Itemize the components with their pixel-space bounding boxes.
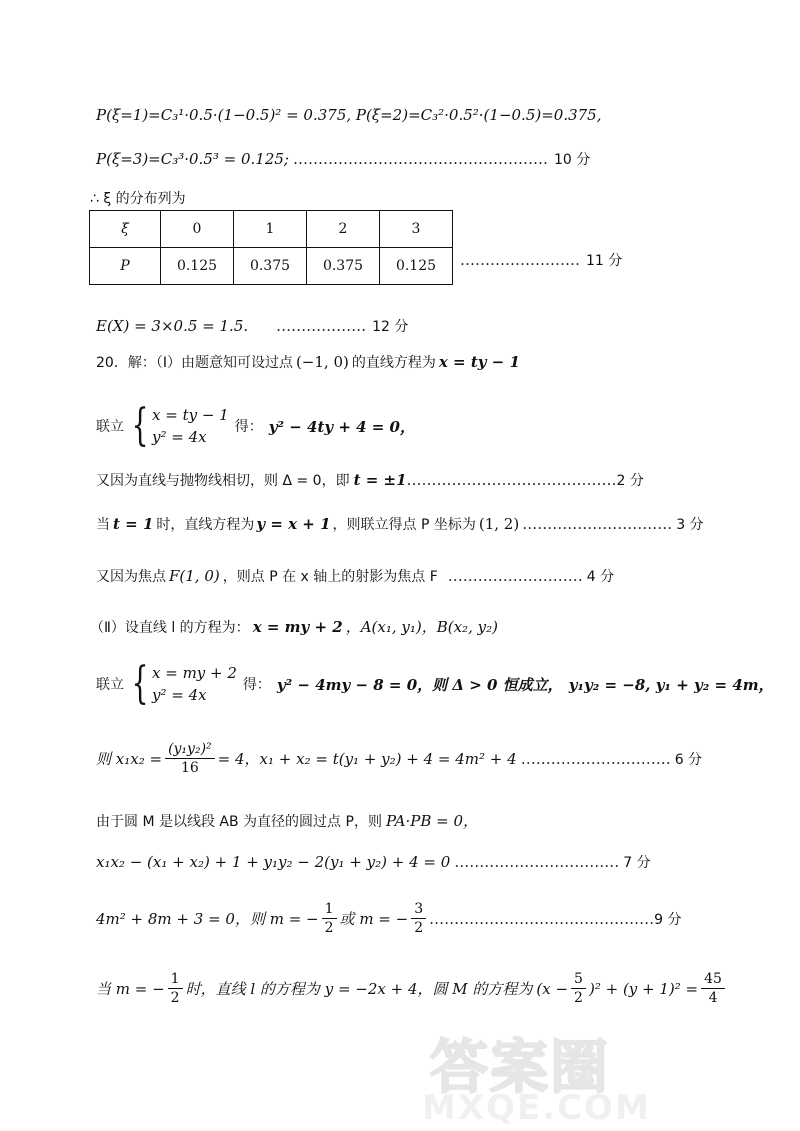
system-1-result: y² − 4ty + 4 = 0， xyxy=(268,417,415,436)
system-1 xyxy=(126,400,229,451)
table-cell: 0.375 xyxy=(234,248,307,285)
distribution-intro xyxy=(90,188,186,208)
score-tag: 4 分 xyxy=(586,569,615,585)
fraction-numerator: 1 xyxy=(168,970,183,989)
expectation-line xyxy=(96,316,408,336)
brace-icon: { xyxy=(131,658,149,709)
quadratic-line xyxy=(96,900,682,937)
tangent-line xyxy=(96,470,644,490)
focus-text: ，则点 P 在 x 轴上的射影为焦点 F xyxy=(222,569,438,585)
final-line xyxy=(96,970,728,1007)
system-2-de: 得： xyxy=(242,677,271,693)
brace-icon: { xyxy=(131,400,149,451)
system-2 xyxy=(126,658,237,709)
table-cell: 0.125 xyxy=(380,248,453,285)
score-tag: 2 分 xyxy=(616,473,644,489)
table-cell: P xyxy=(90,248,161,285)
prob-1-2-formula: P(ξ=1)=C₃¹·0.5·(1−0.5)² = 0.375, P(ξ=2)=C₃²·0.5²·(1−0.5)=0.375, xyxy=(96,106,602,124)
watermark-cn: 答案圈 xyxy=(430,1033,611,1101)
score-tag: 6 分 xyxy=(674,751,703,768)
fraction-denominator: 2 xyxy=(324,920,334,936)
product-rest: = 4，x₁ + x₂ = t(y₁ + y₂) + 4 = 4m² + 4 xyxy=(217,750,517,768)
score-dots: ………………………… xyxy=(522,515,673,533)
table-cell: 0 xyxy=(161,211,234,248)
fraction-1 xyxy=(322,900,337,937)
score-dots: ……………… xyxy=(276,317,367,335)
t-equals-1-line xyxy=(96,514,704,534)
score-dots: …………………………………… xyxy=(406,471,617,489)
system-1-eq-2: y² = 4x xyxy=(152,428,207,446)
fraction-denominator: 2 xyxy=(414,920,424,936)
system-1-eq-1: x = ty − 1 xyxy=(152,406,229,424)
fraction-3 xyxy=(168,970,183,1007)
dot-product-equation: PA·PB = 0， xyxy=(385,812,479,830)
watermark-logo xyxy=(420,1020,790,1128)
score-dots: ……………………… xyxy=(447,567,583,585)
t1-suffix: ，则联立得点 P 坐标为 xyxy=(332,517,476,533)
system-2-result: y² − 4my − 8 = 0，则 Δ > 0 恒成立， xyxy=(276,675,563,694)
score-dots: ………………………… xyxy=(520,749,671,768)
table-cell: ξ xyxy=(90,211,161,248)
table-cell: 0.375 xyxy=(307,248,380,285)
part-2-equation: x = my + 2 xyxy=(252,617,343,636)
table-row xyxy=(90,248,453,285)
q20-heading-line xyxy=(96,352,520,372)
fraction-2 xyxy=(411,900,426,937)
fraction-4 xyxy=(571,970,586,1007)
fraction-numerator: 5 xyxy=(571,970,586,989)
part-2-line xyxy=(90,616,498,637)
quadratic-equation: 4m² + 8m + 3 = 0，则 m = − xyxy=(96,910,319,928)
q20-heading: 20．解：（Ⅰ）由题意知可设过点 xyxy=(96,355,293,371)
fraction-5 xyxy=(701,970,725,1007)
score-tag: 7 分 xyxy=(623,855,651,871)
expand-equation: x₁x₂ − (x₁ + x₂) + 1 + y₁y₂ − 2(y₁ + y₂) + 4 = 0 xyxy=(96,853,451,871)
circle-eq-open: (x − xyxy=(536,979,569,998)
score-tag: 12 分 xyxy=(372,319,409,335)
t1-equation: t = 1 xyxy=(113,515,154,533)
expectation-formula: E(X) = 3×0.5 = 1.5. xyxy=(96,317,249,335)
table-score xyxy=(460,250,622,270)
table-cell: 1 xyxy=(234,211,307,248)
q20-line-equation: x = ty − 1 xyxy=(438,353,520,371)
score-tag: 9 分 xyxy=(654,911,682,928)
system-2-equations xyxy=(152,662,237,706)
tangent-equation: t = ±1 xyxy=(353,471,407,489)
fraction-denominator: 2 xyxy=(574,990,583,1006)
product-line xyxy=(96,740,702,777)
system-2-label: 联立 xyxy=(96,677,124,693)
q20-point: (−1, 0) xyxy=(295,353,349,371)
score-tag: 10 分 xyxy=(553,152,591,168)
part-2-points: ，A(x₁, y₁)，B(x₂, y₂) xyxy=(345,618,498,636)
watermark-en: MXQE.COM xyxy=(422,1088,651,1128)
score-dots: ……………………………………… xyxy=(429,909,655,928)
circle-eq-rest: )² + (y + 1)² = xyxy=(588,979,699,998)
t1-point: (1, 2) xyxy=(478,515,520,533)
score-dots: …………………… xyxy=(460,251,580,269)
system-2-vieta: y₁y₂ = −8, y₁ + y₂ = 4m， xyxy=(568,675,774,694)
fraction-numerator: 1 xyxy=(322,900,337,919)
probability-line-3 xyxy=(96,149,590,169)
circle-line xyxy=(96,810,478,831)
part-2-prefix: （Ⅱ）设直线 l 的方程为： xyxy=(90,619,250,636)
score-dots: …………………………… xyxy=(454,853,620,871)
focus-line xyxy=(96,566,614,586)
circle-text: 由于圆 M 是以线段 AB 为直径的圆过点 P，则 xyxy=(96,813,382,830)
probability-line-1 xyxy=(96,106,602,124)
focus-point: F(1, 0) xyxy=(169,567,220,585)
system-1-label: 联立 xyxy=(96,419,124,435)
fraction-numerator: (y₁y₂)² xyxy=(165,740,215,759)
fraction-denominator: 16 xyxy=(180,760,199,776)
focus-prefix: 又因为焦点 xyxy=(96,569,166,585)
fraction-denominator: 2 xyxy=(170,990,180,1006)
system-2-eq-2: y² = 4x xyxy=(152,686,207,704)
table-cell: 2 xyxy=(307,211,380,248)
table-cell: 3 xyxy=(380,211,453,248)
fraction-numerator: 3 xyxy=(411,900,426,919)
fraction-denominator: 4 xyxy=(708,990,718,1006)
table-cell: 0.125 xyxy=(161,248,234,285)
t1-line-equation: y = x + 1 xyxy=(256,515,331,533)
t1-text: 时，直线方程为 xyxy=(156,517,255,533)
t1-prefix: 当 xyxy=(96,517,110,533)
system-2-line xyxy=(96,658,774,709)
score-tag: 11 分 xyxy=(586,253,623,269)
table-row xyxy=(90,211,453,248)
system-2-eq-1: x = my + 2 xyxy=(152,664,237,682)
final-prefix: 当 m = − xyxy=(96,980,165,998)
system-1-line xyxy=(96,400,415,451)
distribution-table xyxy=(89,210,453,285)
product-prefix: 则 x₁x₂ = xyxy=(96,750,163,768)
q20-mid-text: 的直线方程为 xyxy=(351,355,436,371)
final-text: 时，直线 l 的方程为 y = −2x + 4，圆 M 的方程为 xyxy=(185,980,533,998)
expand-line xyxy=(96,852,651,872)
prob-3-formula: P(ξ=3)=C₃³·0.5³ = 0.125; xyxy=(96,150,289,168)
product-fraction xyxy=(165,740,215,777)
system-1-de: 得： xyxy=(234,419,263,435)
score-dots: …………………………………………… xyxy=(292,150,548,168)
tangent-text: 又因为直线与抛物线相切，则 Δ = 0，即 xyxy=(96,473,350,489)
score-tag: 3 分 xyxy=(676,517,704,533)
quadratic-or: 或 m = − xyxy=(339,910,409,928)
distribution-intro-text: ∴ ξ 的分布列为 xyxy=(90,191,186,207)
fraction-numerator: 45 xyxy=(701,970,725,989)
system-1-equations xyxy=(152,404,229,448)
